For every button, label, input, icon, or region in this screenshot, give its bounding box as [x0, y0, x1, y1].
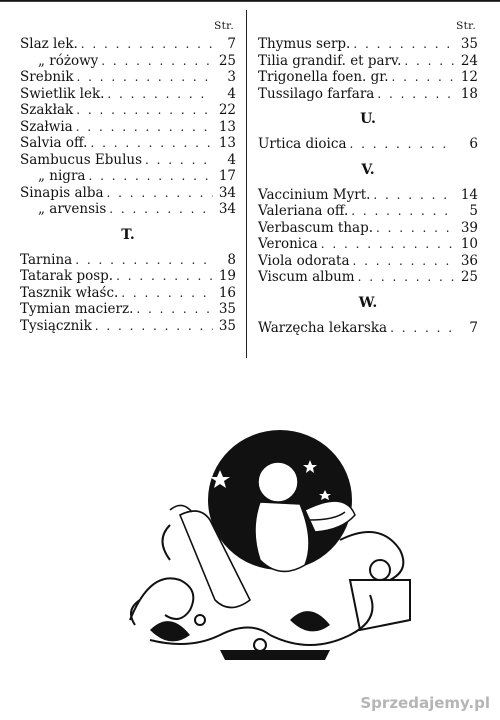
leader-dots [95, 318, 213, 335]
entry-page-number: 12 [460, 69, 478, 85]
leader-dots [88, 168, 213, 185]
index-entry [20, 86, 236, 103]
entry-page-number: 7 [227, 36, 236, 52]
index-entry [20, 201, 236, 218]
index-entry [258, 320, 478, 337]
leader-dots [81, 36, 213, 53]
entry-name: Sambucus Ebulus [20, 151, 143, 168]
index-entry [20, 102, 236, 119]
index-entry [20, 135, 236, 152]
index-entry [20, 53, 236, 70]
index-entry [258, 69, 478, 86]
leader-dots [107, 185, 213, 202]
right-t-entries [258, 36, 478, 102]
entry-name: Valeriana off. [258, 203, 349, 219]
entry-name: Tarnina [20, 251, 73, 268]
entry-name: Tasznik właśc. [20, 284, 119, 301]
entry-page-number: 10 [460, 236, 478, 252]
leader-dots [377, 86, 455, 103]
leader-dots [76, 102, 213, 119]
index-entry [258, 220, 478, 237]
index-entry [20, 318, 236, 335]
entry-name: Salvia off. [20, 135, 88, 151]
leader-dots [145, 152, 213, 169]
index-entry [258, 136, 478, 153]
index-entry [258, 53, 478, 70]
leader-dots [390, 320, 455, 337]
entry-name: Tysiącznik [20, 317, 92, 334]
index-entry [20, 268, 236, 285]
entry-page-number: 35 [218, 301, 236, 317]
index-entry [20, 69, 236, 86]
entry-name: Thymus serp. [258, 36, 351, 52]
entry-name: „ arvensis [38, 201, 107, 217]
leader-dots [116, 268, 213, 285]
entry-name: Tussilago farfara [258, 85, 375, 102]
leader-dots [358, 269, 455, 286]
index-entry [20, 168, 236, 185]
entry-page-number: 39 [460, 219, 478, 236]
entry-page-number: 19 [218, 268, 236, 284]
entry-page-number: 14 [460, 186, 478, 203]
index-entry [258, 253, 478, 270]
index-entry [20, 185, 236, 202]
leader-dots [404, 53, 455, 70]
entry-name: Warzęcha lekarska [258, 319, 388, 336]
leader-dots [76, 119, 213, 136]
entry-name: Srebnik [20, 69, 74, 85]
section-heading-w: W. [358, 294, 378, 311]
index-entry [258, 269, 478, 286]
leader-dots [353, 36, 455, 53]
left-t-entries [20, 252, 236, 335]
entry-page-number: 3 [227, 69, 236, 85]
watermark-text: Sprzedajemy.pl [360, 694, 490, 712]
entry-name: Trigonella foen. gr. [258, 69, 389, 85]
entry-page-number: 16 [218, 284, 236, 301]
entry-page-number: 24 [460, 52, 478, 69]
entry-name: Viscum album [258, 269, 355, 285]
entry-page-number: 6 [469, 136, 478, 152]
right-w-entries [258, 320, 478, 337]
entry-page-number: 35 [218, 317, 236, 334]
entry-name: Slaz lek. [20, 36, 78, 52]
leader-dots [350, 136, 456, 153]
section-heading-u: U. [360, 111, 376, 127]
entry-name: Sinapis alba [20, 184, 104, 201]
entry-name: Urtica dioica [258, 136, 347, 152]
str-label-left: Str. [214, 20, 234, 32]
entry-page-number: 4 [227, 85, 236, 102]
leader-dots [373, 187, 455, 204]
entry-name: Tatarak posp. [20, 268, 114, 284]
entry-name: Vaccinium Myrt. [258, 186, 371, 203]
column-divider [246, 10, 247, 358]
entry-name: Viola odorata [258, 252, 350, 269]
str-label-right: Str. [456, 20, 476, 32]
entry-page-number: 8 [227, 251, 236, 268]
entry-page-number: 36 [460, 252, 478, 269]
leader-dots [77, 69, 213, 86]
entry-name: Szakłak [20, 102, 74, 118]
entry-page-number: 5 [469, 203, 478, 219]
index-entry [258, 203, 478, 220]
entry-name: Veronica [258, 236, 318, 252]
entry-name: Tymian macierz. [20, 301, 134, 317]
index-entry [258, 236, 478, 253]
leader-dots [90, 135, 213, 152]
index-entry [20, 252, 236, 269]
right-u-entries [258, 136, 478, 153]
leader-dots [376, 220, 455, 237]
entry-name: Tilia grandif. et parv. [258, 52, 402, 69]
leader-dots [353, 253, 456, 270]
entry-name: „ nigra [38, 168, 86, 184]
index-entry [20, 119, 236, 136]
entry-page-number: 13 [218, 118, 236, 135]
entry-page-number: 25 [460, 269, 478, 285]
leader-dots [109, 201, 213, 218]
index-entry [20, 36, 236, 53]
leader-dots [392, 69, 456, 86]
leader-dots [101, 53, 213, 70]
entry-page-number: 17 [218, 168, 236, 184]
index-entry [20, 285, 236, 302]
section-heading-v: V. [361, 161, 375, 178]
index-entry [258, 36, 478, 53]
index-entry [20, 152, 236, 169]
leader-dots [121, 285, 213, 302]
index-entry [20, 301, 236, 318]
entry-page-number: 34 [218, 201, 236, 217]
leader-dots [107, 86, 213, 103]
entry-name: Swietlik lek. [20, 85, 105, 102]
cherub-vignette-illustration [110, 420, 430, 670]
entry-page-number: 7 [469, 319, 478, 336]
right-column [258, 20, 478, 336]
entry-page-number: 4 [227, 151, 236, 168]
entry-name: „ różowy [38, 52, 99, 69]
entry-page-number: 13 [218, 135, 236, 151]
leader-dots [321, 236, 455, 253]
left-column [20, 20, 236, 334]
entry-page-number: 25 [218, 52, 236, 69]
entry-page-number: 22 [218, 102, 236, 118]
entry-page-number: 35 [460, 36, 478, 52]
leader-dots [136, 301, 213, 318]
entry-name: Szałwia [20, 118, 73, 135]
leader-dots [351, 203, 455, 220]
right-v-entries [258, 187, 478, 286]
left-s-entries [20, 36, 236, 218]
entry-page-number: 18 [460, 85, 478, 102]
top-rule [0, 0, 500, 2]
entry-page-number: 34 [218, 184, 236, 201]
leader-dots [75, 252, 213, 269]
index-entry [258, 187, 478, 204]
index-entry [258, 86, 478, 103]
section-heading-t: T. [121, 226, 135, 243]
entry-name: Verbascum thap. [258, 219, 374, 236]
